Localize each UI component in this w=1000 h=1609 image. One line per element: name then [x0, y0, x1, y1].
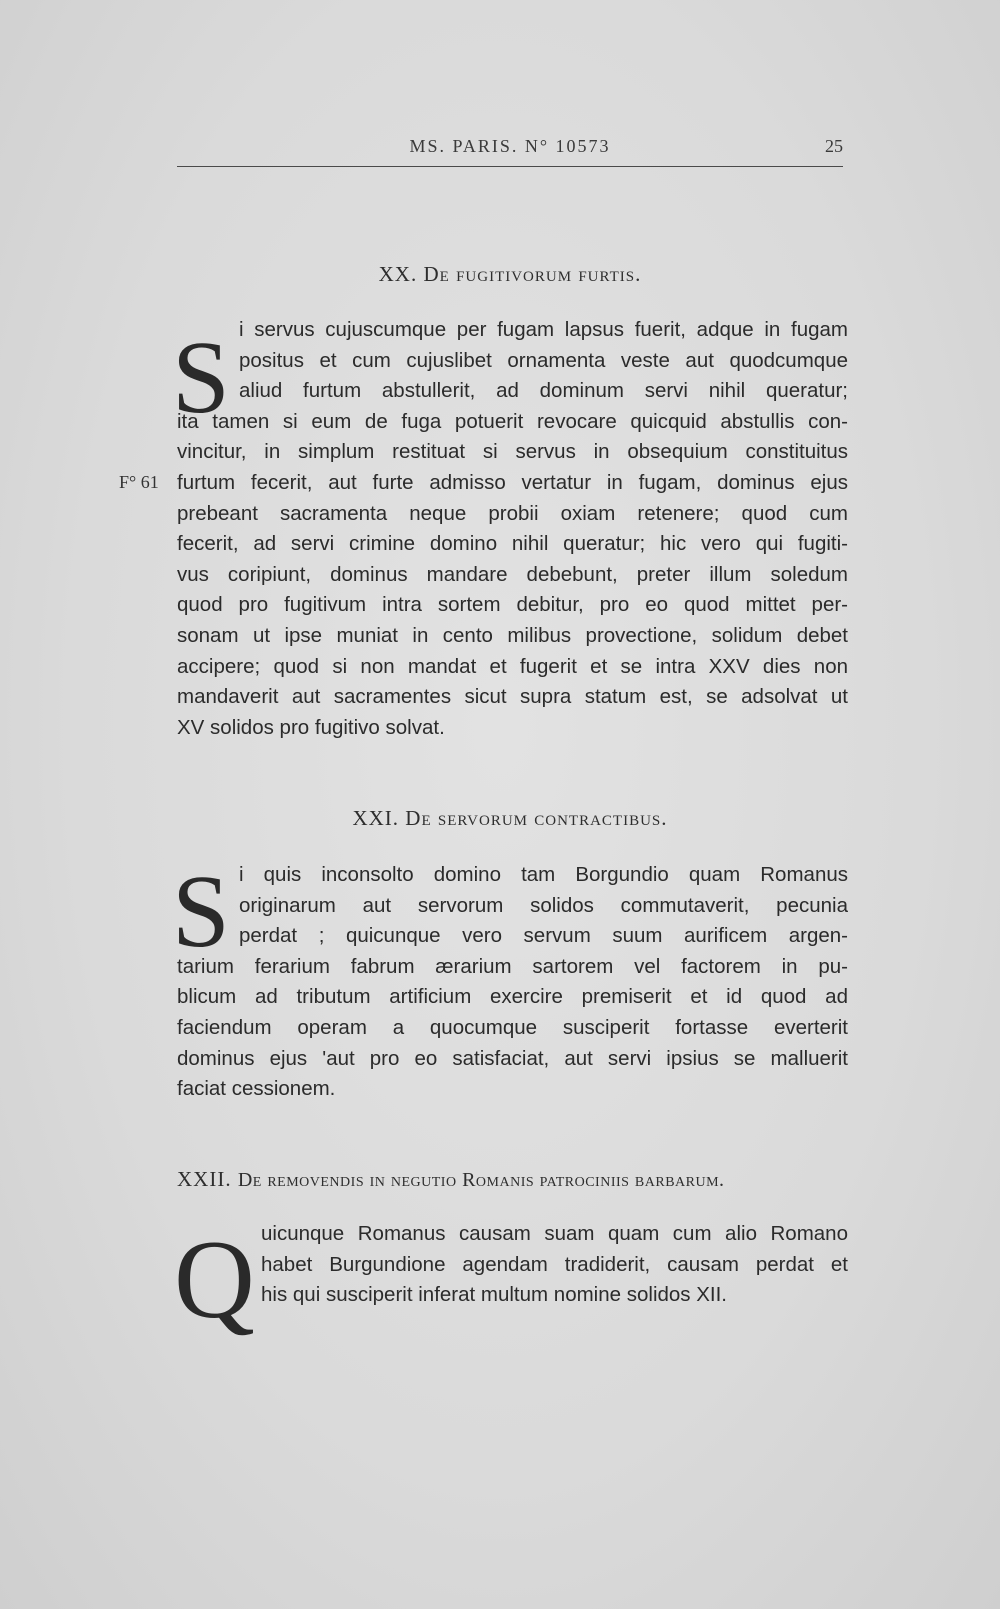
running-title: MS. PARIS. N° 10573: [409, 136, 611, 156]
text-line: i quis inconsolto domino tam Borgundio quam Romanus: [239, 863, 848, 886]
page-number: 25: [825, 136, 843, 156]
page-header: [177, 130, 843, 170]
section-number: XXII.: [177, 1167, 232, 1191]
text-line: tarium ferarium fabrum ærarium sartorem vel factorem in pu-: [177, 954, 848, 978]
text-line: prebeant sacramenta neque probii oxiam retenere; quod cum: [177, 501, 848, 525]
section-number: XX.: [378, 262, 418, 286]
section-title-xxii: [177, 1167, 857, 1192]
drop-cap-s: S: [172, 854, 230, 969]
text-line: XV solidos pro fugitivo solvat.: [177, 715, 445, 739]
header-rule: [177, 166, 843, 167]
text-line: furtum fecerit, aut furte admisso vertatur in fugam, dominus ejus: [177, 470, 848, 494]
section-number: XXI.: [352, 806, 400, 830]
text-line: originarum aut servorum solidos commutaverit, pecunia: [239, 893, 848, 917]
text-line: habet Burgundione agendam tradiderit, causam perdat et: [261, 1252, 848, 1276]
section-body-xxii: [177, 1219, 848, 1311]
text-line: positus et cum cujuslibet ornamenta veste aut quodcumque: [239, 348, 848, 372]
text-line: faciat cessionem.: [177, 1077, 336, 1101]
text-line: accipere; quod si non mandat et fugerit et se intra XXV dies non: [177, 654, 848, 678]
drop-cap-s: S: [172, 320, 230, 435]
text-line: vincitur, in simplum restituat si servus in obsequium constituitus: [177, 440, 848, 464]
section-heading: De fugitivorum furtis.: [423, 262, 642, 286]
text-line: perdat ; quicunque vero servum suum aurificem argen-: [239, 924, 848, 948]
text-line: aliud furtum abstullerit, ad dominum servi nihil queratur;: [239, 379, 848, 403]
section-title-xxi: [177, 806, 843, 831]
section-body-xxi: [177, 860, 848, 1105]
drop-cap-q: Q: [174, 1218, 255, 1342]
text-line: sonam ut ipse muniat in cento milibus provectione, solidum debet: [177, 623, 848, 647]
section-heading: De removendis in negutio Romanis patrociniis barbarum.: [237, 1169, 725, 1191]
text-line: i servus cujuscumque per fugam lapsus fuerit, adque in fugam: [239, 318, 848, 341]
text-line: faciendum operam a quocumque susciperit fortasse everterit: [177, 1015, 848, 1039]
section-body-xx: [177, 315, 848, 743]
text-line: his qui susciperit inferat multum nomine solidos XII.: [261, 1283, 728, 1307]
text-line: dominus ejus 'aut pro eo satisfaciat, aut servi ipsius se malluerit: [177, 1046, 848, 1070]
text-line: ita tamen si eum de fuga potuerit revocare quicquid abstullis con-: [177, 409, 848, 433]
text-line: uicunque Romanus causam suam quam cum alio Romano: [261, 1222, 848, 1245]
section-title-xx: [177, 262, 843, 287]
section-heading: De servorum contractibus.: [405, 806, 668, 830]
margin-folio-note: F° 61: [119, 472, 159, 492]
text-line: fecerit, ad servi crimine domino nihil queratur; hic vero qui fugiti-: [177, 532, 848, 556]
text-line: mandaverit aut sacramentes sicut supra statum est, se adsolvat ut: [177, 685, 848, 709]
text-line: quod pro fugitivum intra sortem debitur, pro eo quod mittet per-: [177, 593, 848, 617]
text-line: vus coripiunt, dominus mandare debebunt, preter illum soledum: [177, 562, 848, 586]
text-line: blicum ad tributum artificium exercire premiserit et id quod ad: [177, 985, 848, 1009]
